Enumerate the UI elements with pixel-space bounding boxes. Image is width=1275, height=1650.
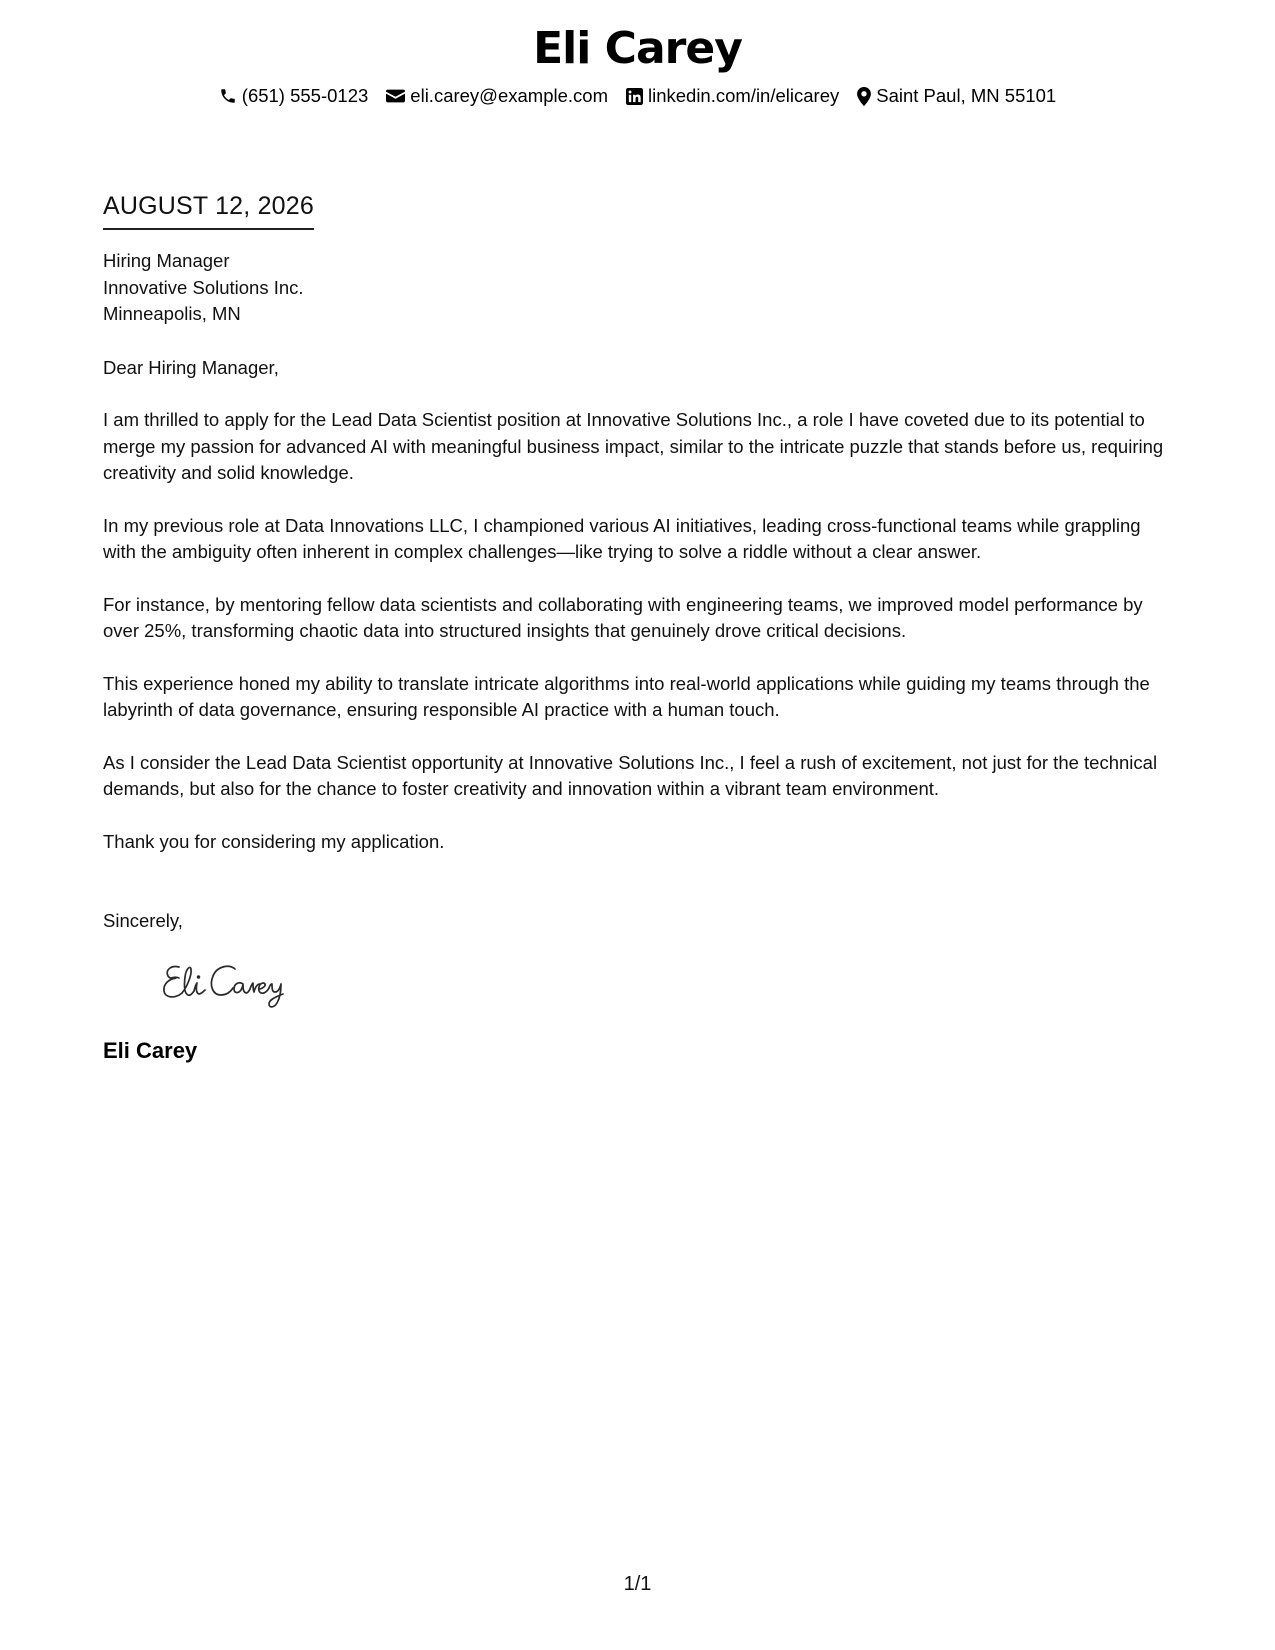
letter-header <box>0 18 1275 108</box>
recipient-block <box>103 248 1178 328</box>
applicant-name: Eli Carey <box>533 23 742 74</box>
handwritten-signature <box>157 957 1178 1013</box>
page-number: 1/1 <box>623 1573 652 1595</box>
body-paragraph: For instance, by mentoring fellow data scientists and collaborating with engineering teams, we improved model performance by over 25%, transforming chaotic data into structured insights that genuinely drove critical decisions. <box>103 593 1143 641</box>
body-paragraph: I am thrilled to apply for the Lead Data Scientist position at Innovative Solutions Inc., a role I have coveted due to its potential to merge my passion for advanced AI with meaningful business impact, similar to the intricate puzzle that stands before us, requiring creativity and solid knowledge. <box>103 409 1164 483</box>
body-paragraph: Thank you for considering my application. <box>103 830 445 852</box>
phone-text: (651) 555-0123 <box>241 85 369 106</box>
email-link[interactable]: eli.carey@example.com <box>410 85 608 106</box>
body-paragraph: In my previous role at Data Innovations LLC, I championed various AI initiatives, leading cross-functional teams while grappling with the ambiguity often inherent in complex challenges—like trying to solve a riddle without a clear answer. <box>103 514 1141 562</box>
location-text: Saint Paul, MN 55101 <box>876 85 1057 106</box>
signer-name: Eli Carey <box>103 1037 198 1063</box>
linkedin-link[interactable]: linkedin.com/in/elicarey <box>647 85 840 106</box>
closing: Sincerely, <box>103 910 183 931</box>
envelope-icon <box>386 88 405 104</box>
salutation: Dear Hiring Manager, <box>103 356 279 378</box>
recipient-company: Innovative Solutions Inc. <box>103 276 304 298</box>
contact-linkedin <box>626 84 839 108</box>
body-paragraph: As I consider the Lead Data Scientist opportunity at Innovative Solutions Inc., I feel a rush of excitement, not just for the technical demands, but also for the chance to foster creativity and innovation within a vibrant team environment. <box>103 751 1158 799</box>
body-paragraph: This experience honed my ability to translate intricate algorithms into real-world applications while guiding my teams through the labyrinth of data governance, ensuring responsible AI practice with a human touch. <box>103 672 1150 720</box>
contact-email <box>386 84 608 108</box>
phone-icon <box>219 87 237 105</box>
contact-phone <box>219 84 369 108</box>
contact-location <box>857 84 1056 108</box>
map-pin-icon <box>857 87 871 106</box>
recipient-location: Minneapolis, MN <box>103 303 241 324</box>
letter-date: AUGUST 12, 2026 <box>103 190 314 230</box>
contact-bar <box>0 84 1275 108</box>
letter-body <box>103 190 1178 1065</box>
linkedin-icon <box>626 88 643 105</box>
recipient-title: Hiring Manager <box>103 250 230 271</box>
